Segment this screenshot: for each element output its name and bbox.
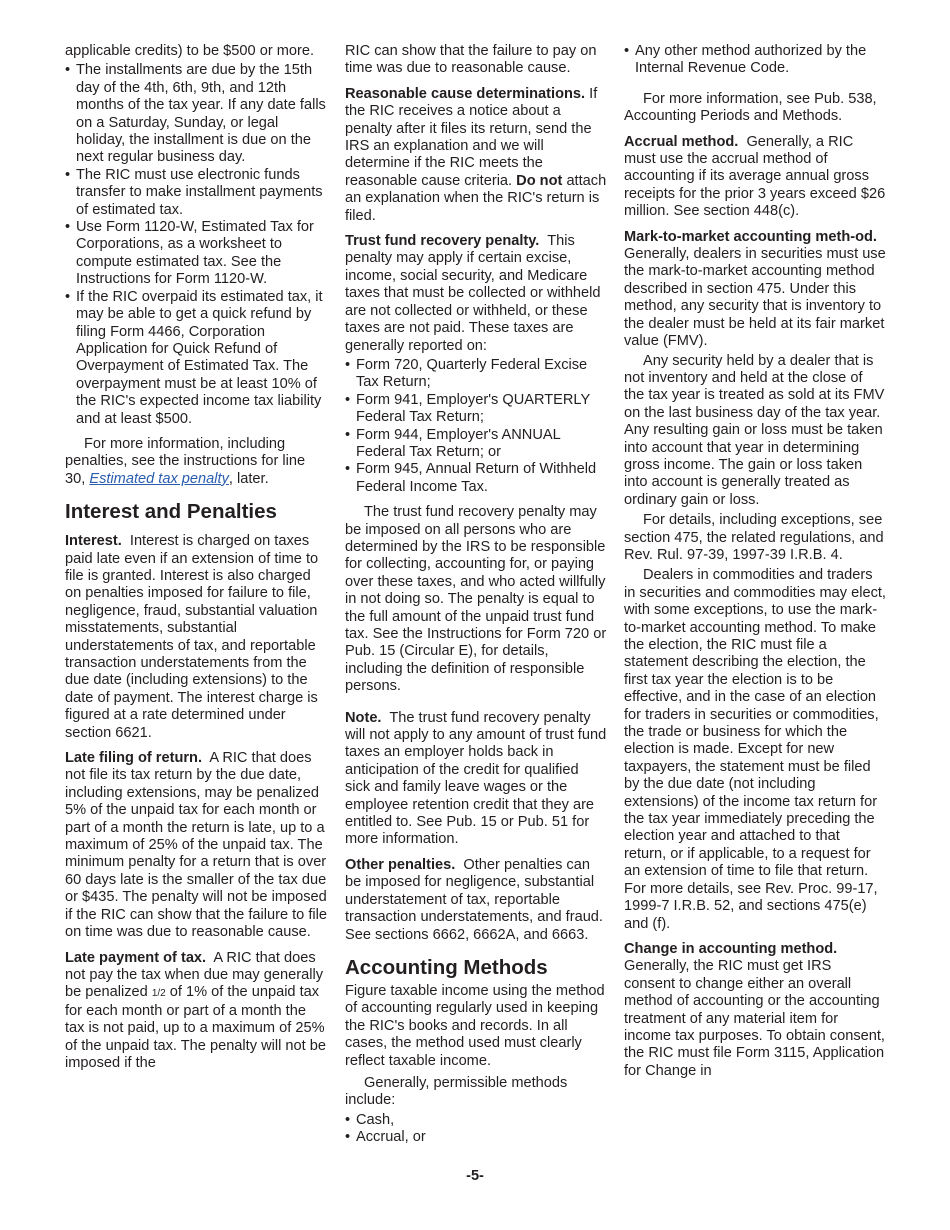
mark-to-market-paragraph: Mark-to-market accounting meth-od. Generally, dealers in securities must use the mark-to-market accounting method described in section 475. Under this method, any security that is inventory to the dealer must be held at its fair market value (FMV). <box>624 228 886 350</box>
list-item: • Form 941, Employer's QUARTERLY Federal Tax Return; <box>345 392 607 427</box>
list-item: • Form 944, Employer's ANNUAL Federal Tax Return; or <box>345 427 607 462</box>
more-info-paragraph: For more information, including penalties, see the instructions for line 30, Estimated tax penalty, later. <box>65 435 306 487</box>
section-heading-interest-penalties: Interest and Penalties <box>65 500 277 524</box>
paragraph: Dealers in commodities and traders in securities and commodities may elect, with some exceptions, to use the mark-to-market accounting method. To make the election, the RIC must file a statement describing the election, the first tax year the election is to be effective, and in the case of an election for traders in securities or commodities, the trade or business for which the election is made. Except for new taxpayers, the statement must be filed by the due date (not including extensions) of the income tax return for the tax year immediately preceding the election year and attached to that return, or if applicable, to a request for an extension of time to file that return. For more details, see Rev. Proc. 99-17, 1999-7 I.R.B. 52, and sections 475(e) and (f). <box>624 567 886 932</box>
late-filing-paragraph: Late filing of return. A RIC that does not file its tax return by the due date, including extensions, may be penalized 5% of the unpaid tax for each month or part of a month the return is late, up to a maximum of 25% of the unpaid tax. The minimum penalty for a return that is over 60 days late is the smaller of the tax due or $435. The penalty will not be imposed if the RIC can show that the failure to file on time was due to reasonable cause. <box>65 750 328 941</box>
run-in-heading: Late payment of tax. <box>65 949 207 966</box>
list-item: • The RIC must use electronic funds transfer to make installment payments of estimated tax. <box>65 167 327 219</box>
list-item: • Form 945, Annual Return of Withheld Federal Income Tax. <box>345 461 607 496</box>
accrual-paragraph: Accrual method. Generally, a RIC must use the accrual method of accounting if its average annual gross receipts for the prior 3 years exceed $26 million. See section 448(c). <box>624 133 886 220</box>
paragraph: Generally, permissible methods include: <box>345 1074 568 1109</box>
paragraph: The trust fund recovery penalty may be imposed on all persons who are determined by the IRS to be responsible for collecting, accounting for, or paying over these taxes, and who acted willfully in not doing so. The penalty is equal to the full amount of the unpaid trust fund tax. See the Instructions for Form 720 or Pub. 15 (Circular E), for details, including the definition of responsible persons. <box>345 504 607 695</box>
list-item: • Any other method authorized by the Internal Revenue Code. <box>624 43 886 78</box>
paragraph: applicable credits) to be $500 or more. <box>65 43 315 59</box>
list-item: • The installments are due by the 15th day of the 4th, 6th, 9th, and 12th months of the tax year. If any date falls on a Saturday, Sunday, or legal holiday, the installment is due on the next regular business day. <box>65 62 327 166</box>
trust-fund-paragraph: Trust fund recovery penalty. This penalty may apply if certain excise, income, social security, and Medicare taxes that must be collected or withheld are not collected or withheld, or these taxes are not paid. These taxes are generally reported on: <box>345 233 601 354</box>
column-2 <box>345 43 607 1151</box>
column-1 <box>65 43 327 1080</box>
list-item: • Use Form 1120-W, Estimated Tax for Corporations, as a worksheet to compute estimated tax. See the Instructions for Form 1120-W. <box>65 219 327 289</box>
run-in-heading: Other penalties. <box>345 856 456 873</box>
methods-list <box>345 1112 607 1147</box>
estimated-tax-list <box>65 62 327 428</box>
run-in-heading: Reasonable cause determinations. <box>345 85 586 102</box>
list-item: • Accrual, or <box>345 1129 607 1146</box>
run-in-heading: Accrual method. <box>624 133 739 150</box>
interest-paragraph: Interest. Interest is charged on taxes paid late even if an extension of time to file is granted. Interest is also charged on penalties imposed for failure to file, negligence, fraud, substantial valuation misstatements, substantial understatements of tax, and reportable transaction understatements from the due date (including extensions) to the date of payment. The interest charge is figured at a rate determined under section 6621. <box>65 533 319 741</box>
paragraph: For details, including exceptions, see section 475, the related regulations, and Rev. Rul. 97-39, 1997-39 I.R.B. 4. <box>624 512 884 563</box>
run-in-heading: Interest. <box>65 533 122 550</box>
reasonable-cause-paragraph: Reasonable cause determinations. If the RIC receives a notice about a penalty after it files its return, send the IRS an explanation and we will determine if the RIC meets the reasonable cause criteria. Do not attach an explanation when the RIC's return is filed. <box>345 85 607 224</box>
run-in-heading: Note. <box>345 709 382 726</box>
column-3 <box>624 43 886 1088</box>
note-paragraph: Note. The trust fund recovery penalty will not apply to any amount of trust fund taxes an employer holds back in anticipation of the credit for qualified sick and family leave wages or the employee retention credit that they are entitled to. See Pub. 15 or Pub. 51 for more information. <box>345 709 607 848</box>
page-number: -5- <box>466 1168 484 1184</box>
forms-list <box>345 357 607 496</box>
late-payment-paragraph: Late payment of tax. A RIC that does not pay the tax when due may generally be penalized 1/2 of 1% of the unpaid tax for each month or part of a month the tax is not paid, up to a maximum of 25% of the unpaid tax. The penalty will not be imposed if the <box>65 949 326 1071</box>
section-heading-accounting-methods: Accounting Methods <box>345 955 548 979</box>
list-item: • If the RIC overpaid its estimated tax, it may be able to get a quick refund by filing Form 4466, Corporation Application for Quick Refund of Overpayment of Estimated Tax. The overpayment must be at least 10% of the RIC's expected income tax liability and at least $500. <box>65 289 327 428</box>
methods-list-continued <box>624 43 886 78</box>
paragraph: RIC can show that the failure to pay on time was due to reasonable cause. <box>345 43 597 77</box>
other-penalties-paragraph: Other penalties. Other penalties can be imposed for negligence, substantial understatement of tax, reportable transaction understatements, and fraud. See sections 6662, 6662A, and 6663. <box>345 856 603 943</box>
run-in-heading: Mark-to-market accounting meth-od. <box>624 228 877 245</box>
estimated-tax-penalty-link[interactable]: Estimated tax penalty <box>89 470 229 487</box>
paragraph: Any security held by a dealer that is not inventory and held at the close of the tax year is treated as sold at its FMV on the last business day of the tax year. Any resulting gain or loss must be taken into account that year in determining gross income. The gain or loss taken into account is generally treated as ordinary gain or loss. <box>624 352 885 508</box>
fraction: 1/2 <box>151 988 166 1000</box>
change-accounting-paragraph: Change in accounting method. Generally, the RIC must get IRS consent to change either an overall method of accounting or the accounting treatment of any material item for income tax purposes. To obtain consent, the RIC must file Form 3115, Application for Change in <box>624 940 885 1079</box>
run-in-heading: Change in accounting method. <box>624 940 838 957</box>
run-in-heading: Trust fund recovery penalty. <box>345 233 540 250</box>
list-item: • Form 720, Quarterly Federal Excise Tax Return; <box>345 357 607 392</box>
list-item: • Cash, <box>345 1112 607 1129</box>
paragraph: Figure taxable income using the method of accounting regularly used in keeping the RIC's books and records. In all cases, the method used must clearly reflect taxable income. <box>345 982 605 1069</box>
paragraph: For more information, see Pub. 538, Accounting Periods and Methods. <box>624 90 877 125</box>
run-in-heading: Late filing of return. <box>65 750 203 767</box>
